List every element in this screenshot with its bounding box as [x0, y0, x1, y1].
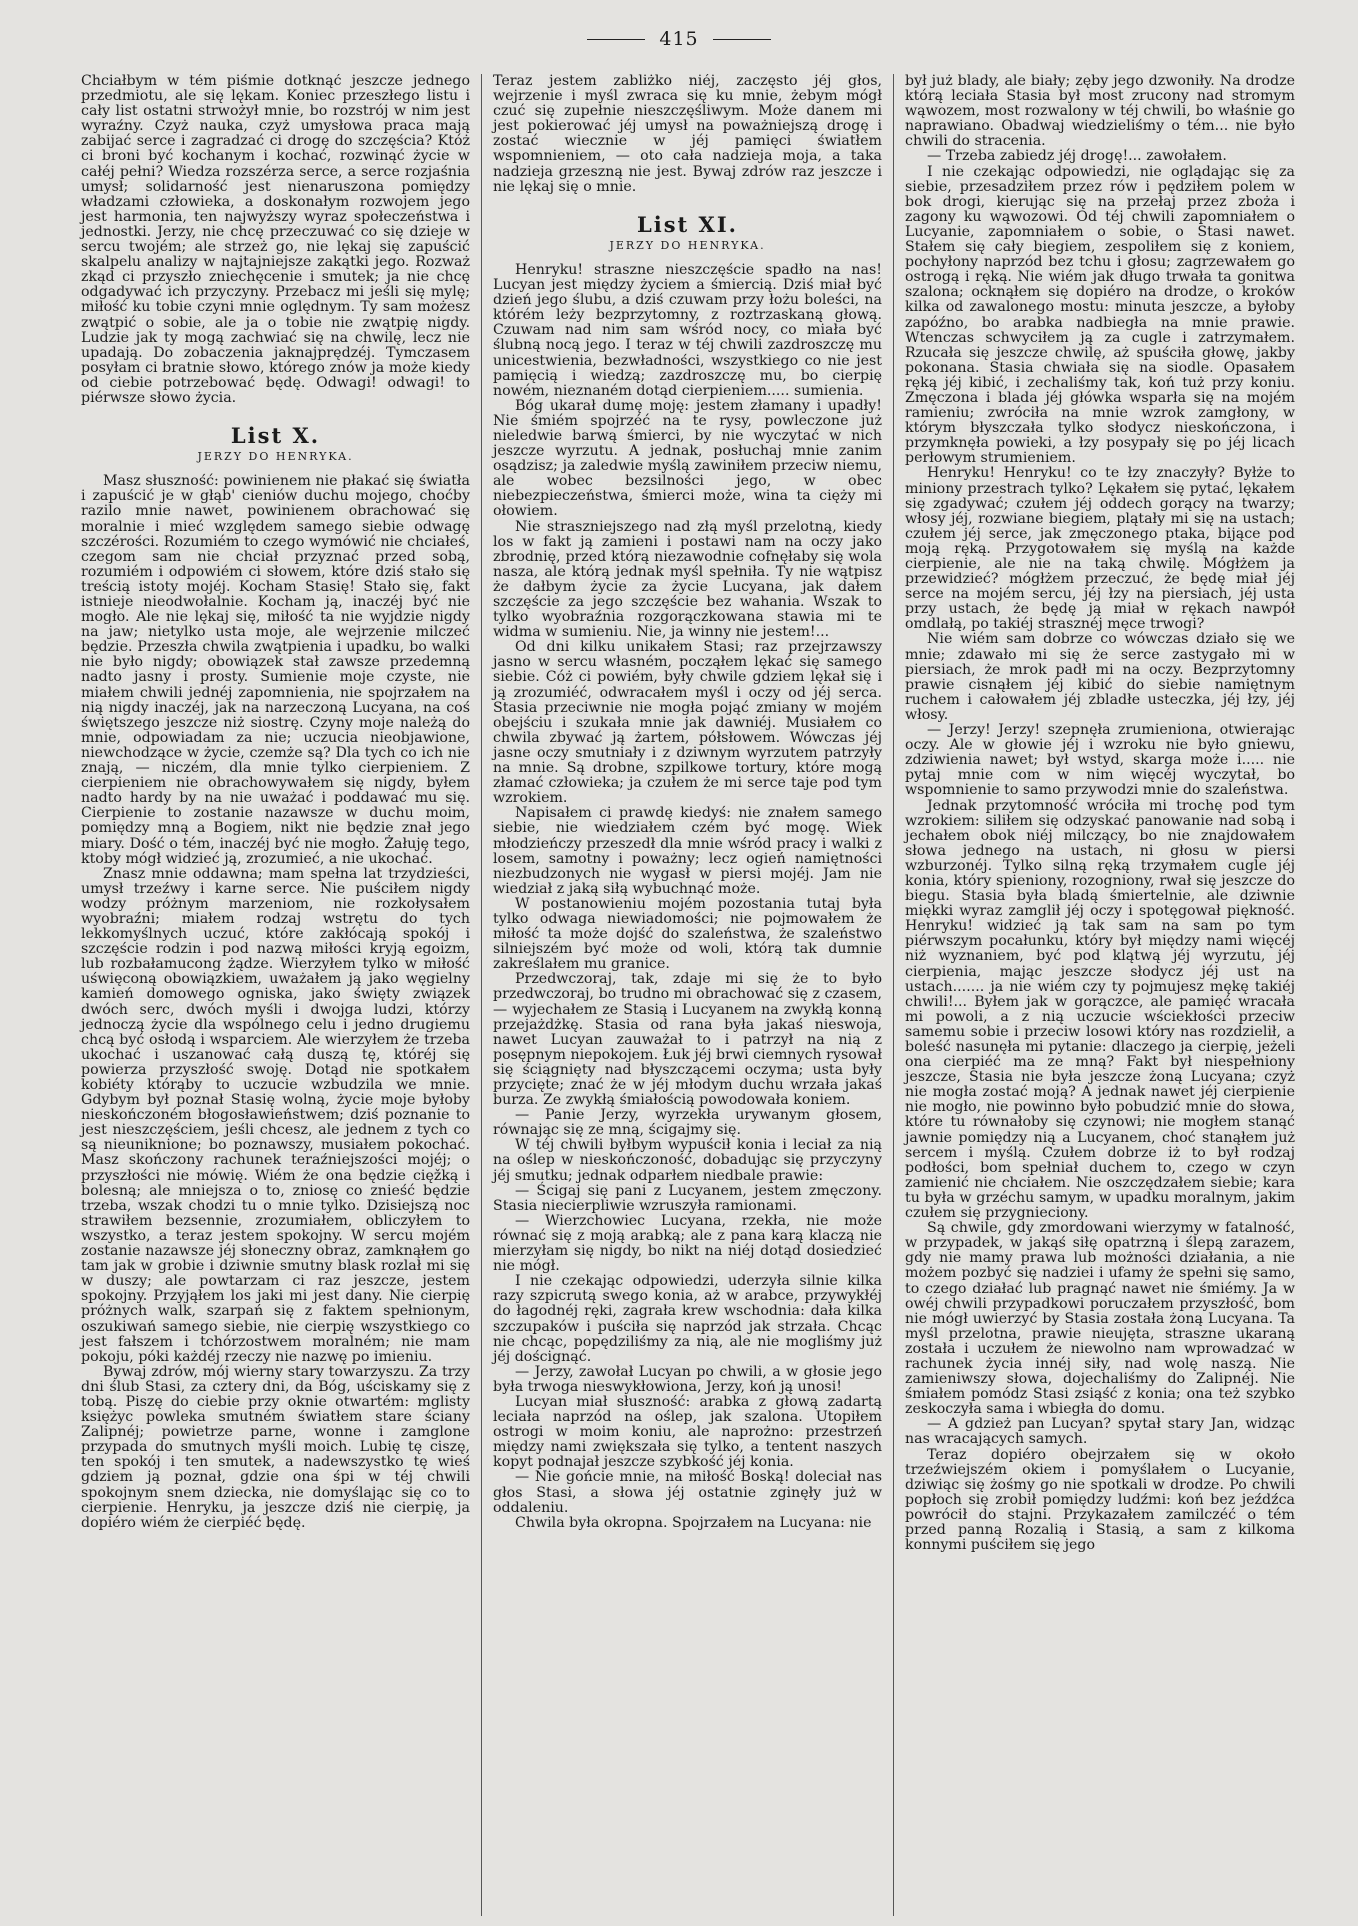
paragraph: W téj chwili byłbym wypuścił konia i leciał za nią na oślep w nieskończoność, dobadując się przyczyny jéj smutku; jednak odparłem niedbale prawie: — [493, 1137, 882, 1184]
paragraph: Chciałbym w tém piśmie dotknąć jeszcze jednego przedmiotu, ale się lękam. Koniec przeszłego listu i cały list ostatni strwożył mnie, bo rozstrój w nim jest wyraźny. Czyż nauka, czyż umysłowa praca mają zabijać serce i zagradzać ci drogę do szczęścia? Któż ci broni być kochanym i kochać, rozwinąć życie w całéj pełni? Wiedza rozszérza serce, a serce rozjaśnia umysł; solidarność jest nienaruszona pomiędzy władzami człowieka, a doskonałym rozwojem jego jest harmonia, ten najwyższy wyraz społeczeństwa i jednostki. Jerzy, nie chcę przeczuwać co się dzieje w sercu twojém; ale strzeż go, nie lękaj się zapuścić skalpelu analizy w najtajniejsze zakątki jego. Rozważ zkąd ci przyszło zniechęcenie i smutek; ja nie chcę odgadywać ich przyczyny. Przebacz mi jeśli się mylę; miłość ku tobie czyni mnie oględnym. Ty sam możesz zwątpić o sobie, ale ja o tobie nie zwątpię nigdy. Ludzie jak ty mogą zachwiać się na chwilę, lecz nie upadają. Do zobaczenia jaknajprędzéj. Tymczasem posyłam ci bratnie słowo, którego znów ja może kiedy od ciebie potrzebować będę. Odwagi! odwagi! to piérwsze słowo życia. — [81, 74, 470, 406]
paragraph: — Panie Jerzy, wyrzekła urywanym głosem, równając się ze mną, ścigajmy się. — [493, 1107, 882, 1139]
paragraph: Chwila była okropna. Spojrzałem na Lucyana: nie — [515, 1514, 872, 1531]
header-rule-right — [713, 39, 771, 40]
letter-heading: List X. — [230, 423, 321, 449]
paragraph: W postanowieniu mojém pozostania tutaj była tylko odwaga niewiadomości; nie pojmowałem że miłość ta może dojść do szaleństwa, że szaleństwo silniejszém być może od woli, którą tak dumnie zakreślałem mu granice. — [493, 895, 882, 973]
text-columns — [70, 74, 1306, 1916]
paragraph: Napisałem ci prawdę kiedyś: nie znałem samego siebie, nie wiedziałem czém być mogę. Wiek młodzieńczy przeszedł dla mnie wśród pracy i walki z losem, samotny i poważny; lecz ogień namiętności niezbudzonych nie wygasł w piersi mojéj. Jam nie wiedział z jaką siłą wybuchnąć może. — [493, 805, 882, 897]
paragraph: — A gdzież pan Lucyan? spytał stary Jan, widząc nas wracających samych. — [905, 1416, 1295, 1448]
paragraph: Masz słuszność: powinienem nie płakać się światła i zapuścić je w głąb' cieniów duchu mojego, choćby razilo mnie nawet, powinienem obrachować się moralnie i mieć względem samego siebie odwagę szczérości. Rozumiém to czego wymówić nie chciałeś, czegom sam nie chciał przyznać przed sobą, rozumiém i odpowiém ci słowem, które dziś stało się treścią istoty mojéj. Kocham Stasię! Stało się, fakt istnieje nieodwołalnie. Kocham ją, inaczéj być nie mogło. Ale nie lękaj się, miłość ta nie wyjdzie nigdy na jaw; nietylko usta moje, ale wejrzenie milczeć będzie. Przeszła chwila zwątpienia i upadku, bo walki nie było nigdy; obowiązek stał zawsze przedemną nadto jasny i prosty. Sumienie moje czyste, nie miałem chwili jednéj zapomnienia, nie spojrzałem na nią nigdy inaczéj, jak na narzeczoną Lucyana, na coś świętszego jeszcze niż siostrę. Czyny moje należą do mnie, odpowiadam za nie; uczucia nieobjawione, niewchodzące w życie, czemże są? Dla tych co ich nie znają, — niczém, dla mnie tylko cierpieniem. Z cierpieniem nie obrachowywałem się nigdy, byłem nadto hardy by na nie uważać i poddawać mu się. Cierpienie to zostanie nazawsze w duchu moim, pomiędzy mną a Bogiem, nikt nie będzie znał jego miary. Dość o tém, inaczéj być nie mogło. Żałuję tego, ktoby mógł widzieć ją, zrozumieć, a nie ukochać. — [81, 473, 470, 867]
paragraph: Henryku! Henryku! co te łzy znaczyły? Byłże to miniony przestrach tylko? Lękałem się pytać, lękałem się zgadywać; czułem jéj oddech gorący na twarzy; włosy jéj, rozwiane biegiem, plątały mi się na ustach; czułem jéj serce, jak zmęczonego ptaka, bijące pod moją ręką. Przygotowałem się myślą na każde cierpienie, ale nie na taką chwilę. Mógłżem ja przewidzieć? mógłżem przeczuć, że będę miał jéj serce na mojém sercu, jéj łzy na piersiach, jéj usta przy ustach, że będę ją miał w rękach nawpół omdlałą, po takiéj strasznéj męce trwogi? — [905, 465, 1295, 633]
paragraph: — Ścigaj się pani z Lucyanem, jestem zmęczony. Stasia niecierpliwie wzruszyła ramionami. — [493, 1182, 882, 1214]
column-1 — [70, 74, 482, 1916]
paragraph: Znasz mnie oddawna; mam spełna lat trzydzieści, umysł trzeźwy i karne serce. Nie puściłem nigdy wodzy próżnym marzeniom, nie rozkołysałem wyobraźni; miałem rodzaj wstrętu do tych lekkomyślnych uczuć, które zakłócają spokój i szczęście rodzin i pod nazwą miłości kryją egoizm, lub rozbałamucong żądze. Wierzyłem tylko w miłość uświęconą obowiązkiem, uważałem ją jako węgielny kamień domowego ogniska, jako święty związek dwóch serc, dwóch myśli i dwojga ludzi, którzy jednoczą życie dla wspólnego celu i jedno drugiemu chcą być osłodą i wsparciem. Ale wierzyłem że trzeba ukochać i uszanować całą duszą tę, któréj się powierza przyszłość swoję. Dotąd nie spotkałem kobiéty którąby to uczucie wzbudzila we mnie. Gdybym był poznał Stasię wolną, życie moje byłoby nieskończoném błogosławieństwem; dziś poznanie to jest nieszczęściem, jeśli chcesz, ale jednem z tych co są nieuniknione; bo poznawszy, musiałem pokochać. Masz skończony rachunek teraźniejszości mojéj; o przyszłości nie mówię. Wiém że ona będzie cięžką i bolesną; ale mniejsza o to, zniosę co znieść będzie trzeba, wszak chodzi tu o mnie tylko. Dzisiejszą noc strawiłem bezsennie, zrozumiałem, obliczyłem to wszystko, a teraz jestem spokojny. W sercu mojém zostanie nazawsze jéj słoneczny obraz, zamknąłem go tam jak w grobie i dziwnie smutny blask rozlał mi się w duszy; ale powtarzam ci raz jeszcze, jestem spokojny. Przyjąłem los jaki mi jest dany. Nie cierpię próżnych walk, szarpań się z faktem spełnionym, oszukiwań samego siebie, nie cierpię wszystkiego co jest fałszem i tchórzostwem moralném; nie mam pokoju, póki każdéj rzeczy nie nazwę po imieniu. — [81, 865, 470, 1365]
paragraph: Teraz jestem zabliżko niéj, zaczęsto jéj głos, wejrzenie i myśl zwraca się ku mnie, żebym mógł czuć się zupełnie nieszczęśliwym. Może danem mi jest pokierować jéj umysł na poważniejszą drogę i zostać wiecznie w jéj pamięci światłem wspomnieniem, — oto cała nadzieja moja, a taka nadzieja grzeszną nie jest. Bywaj zdrów raz jeszcze i nie lękaj się o mnie. — [493, 74, 882, 195]
paragraph: Jednak przytomność wróciła mi trochę pod tym wzrokiem: siliłem się odzyskać panowanie nad sobą i jechałem obok niéj milczący, bo nie znajdowałem słowa jednego na ustach, ni głosu w piersi wzburzonéj. Tylko silną ręką trzymałem cugle jéj konia, który spieniony, rozogniony, rwał się jeszcze do biegu. Stasia była bladą śmiertelnie, ale dziwnie miękki wyraz zamglił jéj oczy i spotęgował piękność. Henryku! widzieć ją tak sam na sam po tym piérwszym pocałunku, który był między nami więcéj niż wyznaniem, być pod klątwą jéj wyrzutu, jéj cierpienia, mając jeszcze słodycz jéj ust na ustach....... ja nie wiém czy ty pojmujesz mękę takiéj chwili!... Byłem jak w gorączce, ale pamięć wracała mi powoli, a z nią uczucie wściekłości przeciw samemu sobie i przeciw losowi który nas rozdzielił, a boleść nasunęła mi pytanie: dlaczego ja cierpię, jeżeli ona cierpiéć ma ze mną? Fakt był niespełniony jeszcze, Stasia nie była jeszcze żoną Lucyana; czyż nie mogła zostać moją? A jednak nawet jéj cierpienie nie mogło, nie powinno było pobudzić mnie do słowa, które tu równałoby się czynowi; nie mogłem stanąć jawnie pomiędzy nią a Lucyanem, choć stanąłem już sercem i myślą. Czułem dobrze iż to był rodzaj podłości, bom spełniał duchem to, czego w czyn zamienić nie chciałem. Nie oszczędzałem siebie; kara tu była w grzéchu samym, w upadku moralnym, jakim czułem się przygnieciony. — [905, 797, 1295, 1222]
paragraph: Bóg ukarał dumę moję: jestem złamany i upadły! Nie śmiém spojrzéć na te rysy, powleczone już nieledwie barwą śmierci, by nie wyczytać w nich jeszcze wyrzutu. A jednak, posłuchaj mnie zanim osądzisz; ja zaledwie myślą zawiniłem przeciw niemu, ale wobec bezsilności jego, w obec niebezpieczeństwa, śmierci może, wina ta cięży mi ołowiem. — [493, 397, 882, 520]
paragraph: — Wierzchowiec Lucyana, rzekła, nie może równać się z moją arabką; ale z pana karą klaczą nie mierzyłam się nigdy, bo nikt na niéj dotąd dosiedzieć nie mógł. — [493, 1212, 882, 1275]
paragraph: Nie wiém sam dobrze co wówczas działo się we mnie; zdawało mi się że serce zastygało mi w piersiach, że mrok padł mi na oczy. Bezprzytomny prawie cisnąłem jéj kibić do siebie namiętnym ruchem i całowałem jéj zbladłe usteczka, jéj łzy, jéj włosy. — [905, 631, 1295, 723]
letter-subheading: JERZY DO HENRYKA. — [609, 238, 766, 252]
column-2 — [482, 74, 894, 1916]
paragraph: był już blady, ale biały; zęby jego dzwoniły. Na drodze którą leciała Stasia był most zrucony nad stromym wąwozem, most rozwalony w téj chwili, bo właśnie go naprawiano. Obadwaj wiedzieliśmy o tém... nie było chwili do stracenia. — [905, 74, 1295, 150]
paragraph: Od dni kilku unikałem Stasi; raz przejrzawszy jasno w sercu własném, począłem lękać się samego siebie. Cóż ci powiém, były chwile gdziem lękał się i ją zrozumiéć, odwracałem myśl i oczy od jéj serca. Stasia przeciwnie nie mogła pojąć zmiany w mojém obejściu i szukała mnie jak dawniéj. Musiałem co chwila zbywać ją żartem, półsłowem. Wówczas jéj jasne oczy smutniały i z dziwnym wyrzutem patrzyły na mnie. Są drobne, szpilkowe tortury, które mogą złamać człowieka; ja czułem że mi serce taje pod tym wzrokiem. — [493, 639, 882, 807]
paragraph: Bywaj zdrów, mój wierny stary towarzyszu. Za trzy dni ślub Stasi, za cztery dni, da Bóg, uściskamy się z tobą. Piszę do ciebie przy oknie otwartém: mglisty księżyc powleka smutném światłem stare ściany Zalipnéj; powietrze parne, wonne i zamglone przypada do smutnych myśli moich. Lubię tę ciszę, ten spokój i ten smutek, a nadewszystko tę wieś gdziem ją poznał, gdzie ona śpi w téj chwili spokojnym snem dziecka, nie domyślając się co to cierpienie. Henryku, ja jeszcze dziś nie cierpię, ja dopiéro wiém że cierpiéć będę. — [81, 1363, 470, 1531]
column-3 — [894, 74, 1306, 1916]
paragraph: Lucyan miał słuszność: arabka z głową zadartą leciała naprzód na oślep, jak szalona. Utopiłem ostrogi w moim koniu, ale naprożno: przestrzeń między nami zwiększała się tylko, a tentent naszych kopyt podnajał jeszcze szybkość jéj konia. — [493, 1393, 882, 1471]
page-header — [0, 26, 1358, 52]
paragraph: Henryku! straszne nieszczęście spadło na nas! Lucyan jest między życiem a śmiercią. Dziś miał być dzień jego ślubu, a dziś czuwam przy łożu boleści, na którém leży bezprzytomny, z roztrzaskaną głową. Czuwam nad nim sam wśród nocy, co miała być ślubną nocą jego. I teraz w téj chwili zazdroszczę mu unicestwienia, bezwładności, wszystkiego co nie jest pamięcią i wiedzą; zazdroszczę mu, bo cierpię nowém, nieznaném dotąd cierpieniem..... sumienia. — [493, 261, 882, 399]
paragraph: Są chwile, gdy zmordowani wierzymy w fatalność, w przypadek, w jakąś siłę opatrzną i ślepą zarazem, gdy nie mamy prawa lub możności działania, a nie możem pozbyć się nadziei i ufamy że spełni się samo, to czego działać lub pragnąć nawet nie śmiémy. Ja w owéj chwili przypadkowi poruczałem przyszłość, bom nie mógł uwierzyć by Stasia została żoną Lucyana. Ta myśl przelotna, prawie nieujęta, straszne ukaraną została i uczułem że niewolno nam wprowadzać w rachunek życia innéj siły, nad wolę naszą. Nie zamieniwszy słowa, dojechaliśmy do Zalipnéj. Nie śmiałem pomódz Stasi zsiąść z konia; ona też szybko zeskoczyła sama i wbiegła do domu. — [905, 1220, 1295, 1418]
paragraph: I nie czekając odpowiedzi, nie oglądając się za siebie, przesadziłem przez rów i pędziłem polem w bok drogi, kierując się na przełaj przez zboża i zagony ku wąwozowi. Od téj chwili zapomniałem o Lucyanie, zapomniałem o sobie, o Stasi nawet. Stałem się cały biegiem, zespoliłem się z koniem, pochyłony naprzód bez tchu i głosu; zagrzewałem go ostrogą i ręką. Nie wiém jak długo trwała ta gonitwa szalona; ocknąłem się dopiéro na drodze, o kroków kilka od zawalonego mostu: minuta jeszcze, a byłoby zapóźno, bo arabka nadbiegła na mnie prawie. Wtenczas schwyciłem ją za cugle i zatrzymałem. Rzucała się jeszcze chwilę, aż spuściła głowę, jakby pokonana. Stasia chwiała się na siodle. Opasałem ręką jéj kibić, i zechaliśmy tak, koń tuż przy koniu. Zmęczona i blada jéj główka wsparła się na mojém ramieniu; zwróciła na mnie wzrok zamgłony, w którym błyszczała tylko słodycz nieskończona, i przymknęła powieki, a łzy posypały się po jéj licach perłowym strumieniem. — [905, 163, 1295, 467]
paragraph: — Nie gońcie mnie, na miłość Boską! doleciał nas głos Stasi, a słowa jéj ostatnie zginęły już w oddaleniu. — [493, 1469, 882, 1516]
letter-subheading: JERZY DO HENRYKA. — [197, 450, 354, 464]
paragraph: — Jerzy, zawołał Lucyan po chwili, a w głosie jego była trwoga nieswykłowiona, Jerzy, koń ją unosi! — [493, 1363, 882, 1395]
paragraph: Teraz dopiéro obejrzałem się w około trzeźwiejszém okiem i pomyślałem o Lucyanie, dziwiąc się żośmy go nie spotkali w drodze. Po chwili popłoch się zrobił pomiędzy ludźmi: koń bez jeźdźca powrócił do stajni. Przykazałem zamilczéć o tém przed panną Rozalią i Stasią, a sam z kilkoma konnymi puściłem się jego — [905, 1446, 1295, 1554]
page-number: 415 — [659, 28, 699, 50]
letter-heading: List XI. — [636, 211, 738, 237]
header-rule-left — [587, 39, 645, 40]
paragraph: — Trzeba zabiedz jéj drogę!... zawołałem. — [927, 148, 1227, 165]
paragraph: Przedwczoraj, tak, zdaje mi się że to było przedwczoraj, bo trudno mi obrachować się z czasem, — wyjechałem ze Stasią i Lucyanem na zwykłą konną przejażdżkę. Stasia od rana była jakaś nieswoja, nawet Lucyan zauważał to i patrzył na nią z posępnym niepokojem. Łuk jéj brwi ciemnych rysował się ściągnięty nad błyszczącemi oczyma; usta były przycięte; znać że w jéj młodym duchu wrzała jakaś burza. Ze zwykłą śmiałością powodowała koniem. — [493, 971, 882, 1109]
paragraph: — Jerzy! Jerzy! szepnęła zrumieniona, otwierając oczy. Ale w głowie jéj i wzroku nie było gniewu, zdziwienia nawet; był wstyd, skarga może i..... nie pytaj mnie com w nim więcéj wyczytał, bo wspomnienie to samo przywodzi mnie do szaleństwa. — [905, 722, 1295, 799]
paragraph: Nie straszniejszego nad złą myśl przelotną, kiedy los w fakt ją zamieni i postawi nam na oczy jako zbrodnię, przed którą niezawodnie cofnęłaby się wola nasza, ale którą jednak myśl spełniła. Ty nie wątpisz że dałbym życie za życie Lucyana, jak dałem szczęście za jego szczęście bez wahania. Wszak to tylko wyobraźnia rozgorączkowana stawia mi te widma w sumieniu. Nie, ja winny nie jestem!... — [493, 518, 882, 641]
paragraph: I nie czekając odpowiedzi, uderzyła silnie kilka razy szpicrutą swego konia, aż w arabce, przywykłéj do łagodnéj ręki, zagrała krew wschodnia: dała kilka szczupaków i puściła się naprzód jak strzała. Chcąc nie chcąc, popędziliśmy za nią, ale nie mogliśmy już jéj doścignąć. — [493, 1273, 882, 1365]
